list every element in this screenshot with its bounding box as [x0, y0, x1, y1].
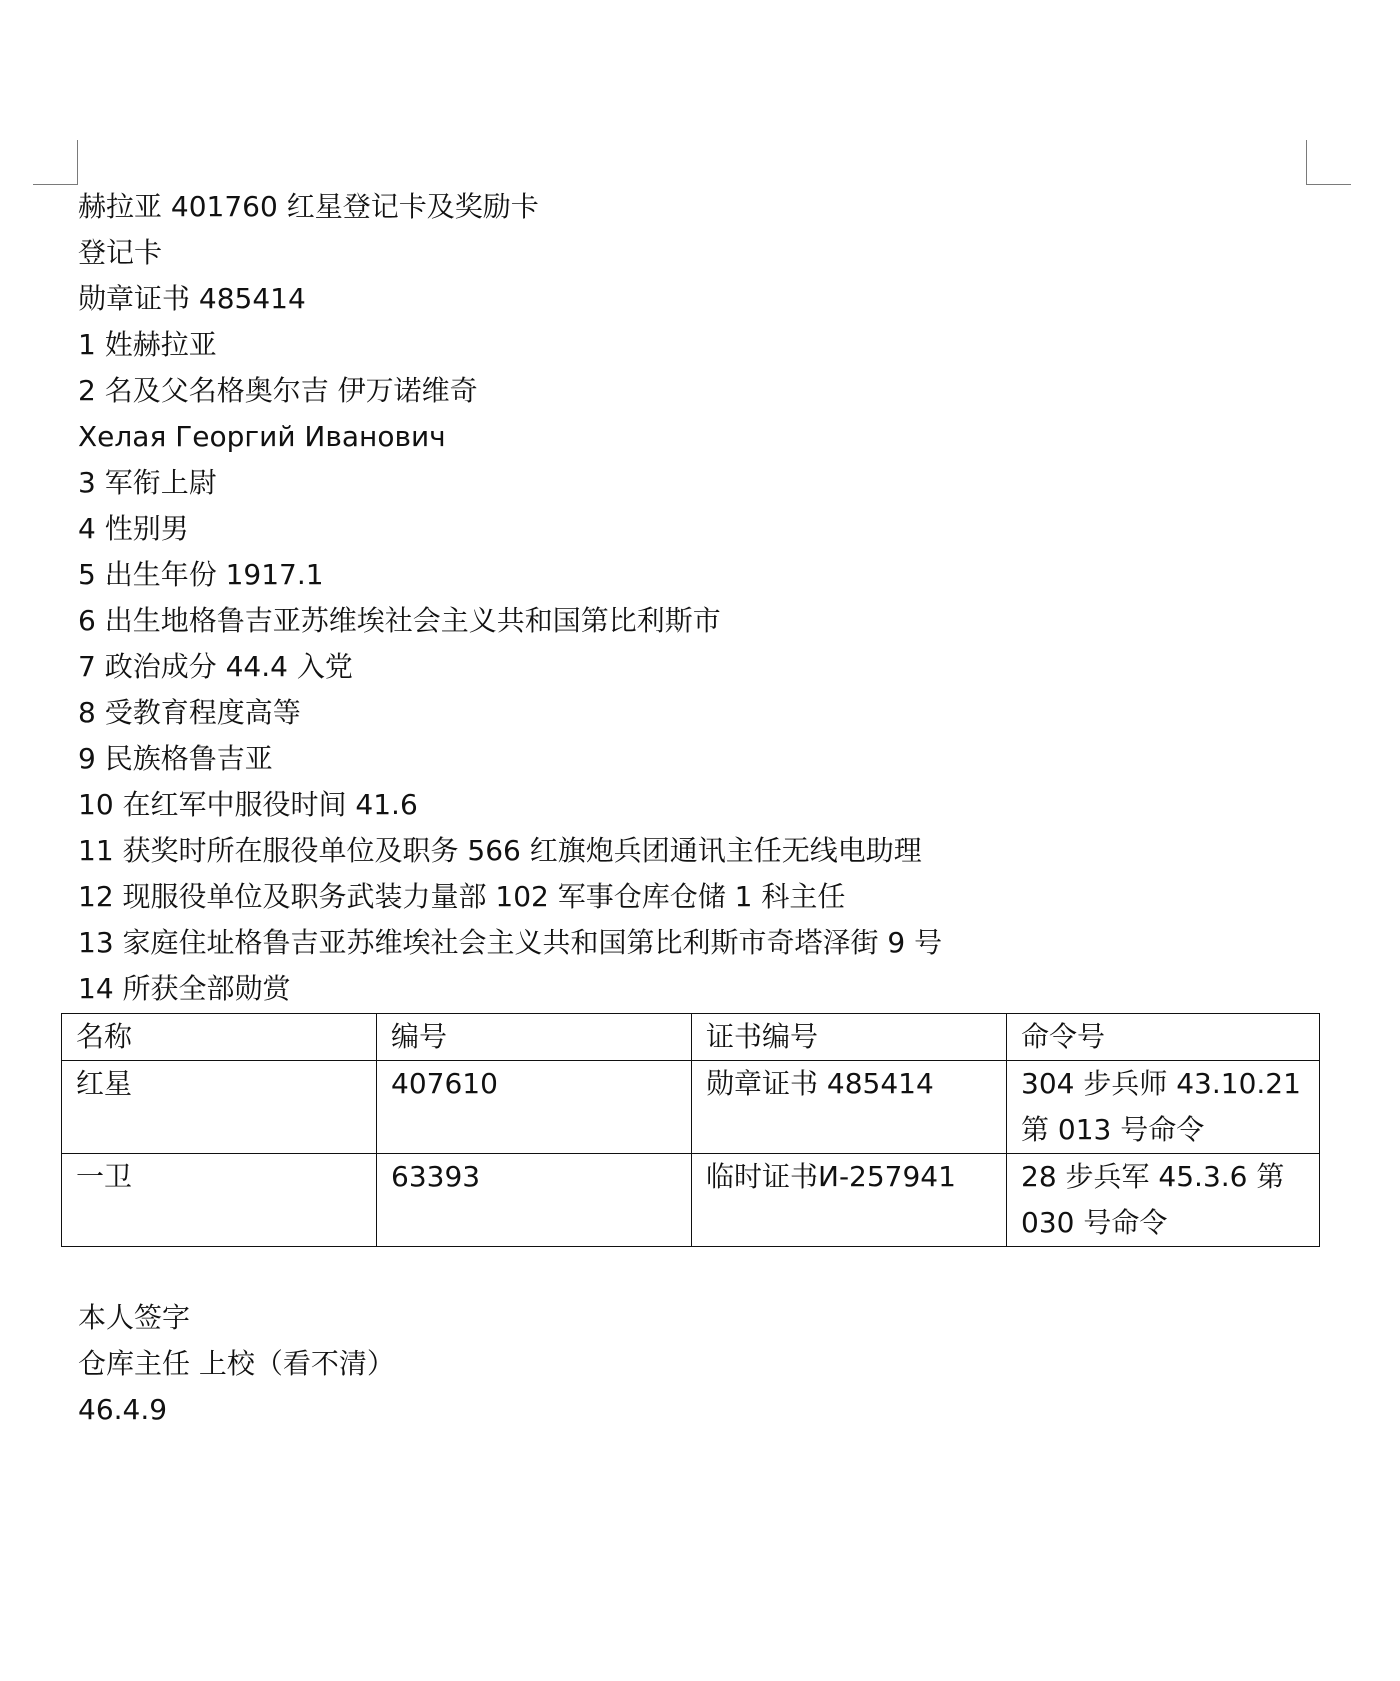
field-birthplace: 6 出生地格鲁吉亚苏维埃社会主义共和国第比利斯市 — [78, 604, 721, 637]
header-certificate: 证书编号 — [692, 1014, 1007, 1061]
cell-certificate: 临时证书И-257941 — [692, 1154, 1007, 1247]
certificate-number: 勋章证书 485414 — [78, 282, 306, 315]
header-number: 编号 — [377, 1014, 692, 1061]
field-rank: 3 军衔上尉 — [78, 466, 217, 499]
cell-order: 28 步兵军 45.3.6 第 030 号命令 — [1007, 1154, 1320, 1247]
awards-table — [61, 1013, 1320, 1247]
table-row — [62, 1154, 1320, 1247]
signature-block — [78, 1295, 1318, 1433]
field-unit-at-award: 11 获奖时所在服役单位及职务 566 红旗炮兵团通讯主任无线电助理 — [78, 834, 922, 867]
cell-award-number: 63393 — [377, 1154, 692, 1247]
table-header-row — [62, 1014, 1320, 1061]
crop-mark-top-left-vertical — [77, 140, 78, 185]
field-current-unit: 12 现服役单位及职务武装力量部 102 军事仓库仓储 1 科主任 — [78, 880, 846, 913]
field-education: 8 受教育程度高等 — [78, 696, 301, 729]
cell-award-name: 红星 — [62, 1061, 377, 1154]
field-name-patronymic: 2 名及父名格奥尔吉 伊万诺维奇 — [78, 374, 478, 407]
cell-award-name: 一卫 — [62, 1154, 377, 1247]
signer: 仓库主任 上校（看不清） — [78, 1347, 395, 1380]
card-type: 登记卡 — [78, 236, 163, 269]
field-surname: 1 姓赫拉亚 — [78, 328, 217, 361]
crop-mark-top-right-vertical — [1306, 140, 1307, 185]
field-birth-year: 5 出生年份 1917.1 — [78, 558, 324, 591]
header-name: 名称 — [62, 1014, 377, 1061]
field-sex: 4 性别男 — [78, 512, 189, 545]
field-name-russian: Хелая Георгий Иванович — [78, 420, 446, 453]
field-all-awards: 14 所获全部勋赏 — [78, 972, 291, 1005]
document-body — [78, 184, 1318, 1012]
header-order: 命令号 — [1007, 1014, 1320, 1061]
cell-order: 304 步兵师 43.10.21 第 013 号命令 — [1007, 1061, 1320, 1154]
signature-date: 46.4.9 — [78, 1393, 168, 1426]
signature-label: 本人签字 — [78, 1301, 191, 1334]
cell-award-number: 407610 — [377, 1061, 692, 1154]
document-title: 赫拉亚 401760 红星登记卡及奖励卡 — [78, 190, 539, 223]
field-home-address: 13 家庭住址格鲁吉亚苏维埃社会主义共和国第比利斯市奇塔泽街 9 号 — [78, 926, 943, 959]
field-service-since: 10 在红军中服役时间 41.6 — [78, 788, 418, 821]
cell-certificate: 勋章证书 485414 — [692, 1061, 1007, 1154]
field-party: 7 政治成分 44.4 入党 — [78, 650, 353, 683]
table-row — [62, 1061, 1320, 1154]
crop-mark-top-left-horizontal — [33, 184, 78, 185]
field-nationality: 9 民族格鲁吉亚 — [78, 742, 273, 775]
